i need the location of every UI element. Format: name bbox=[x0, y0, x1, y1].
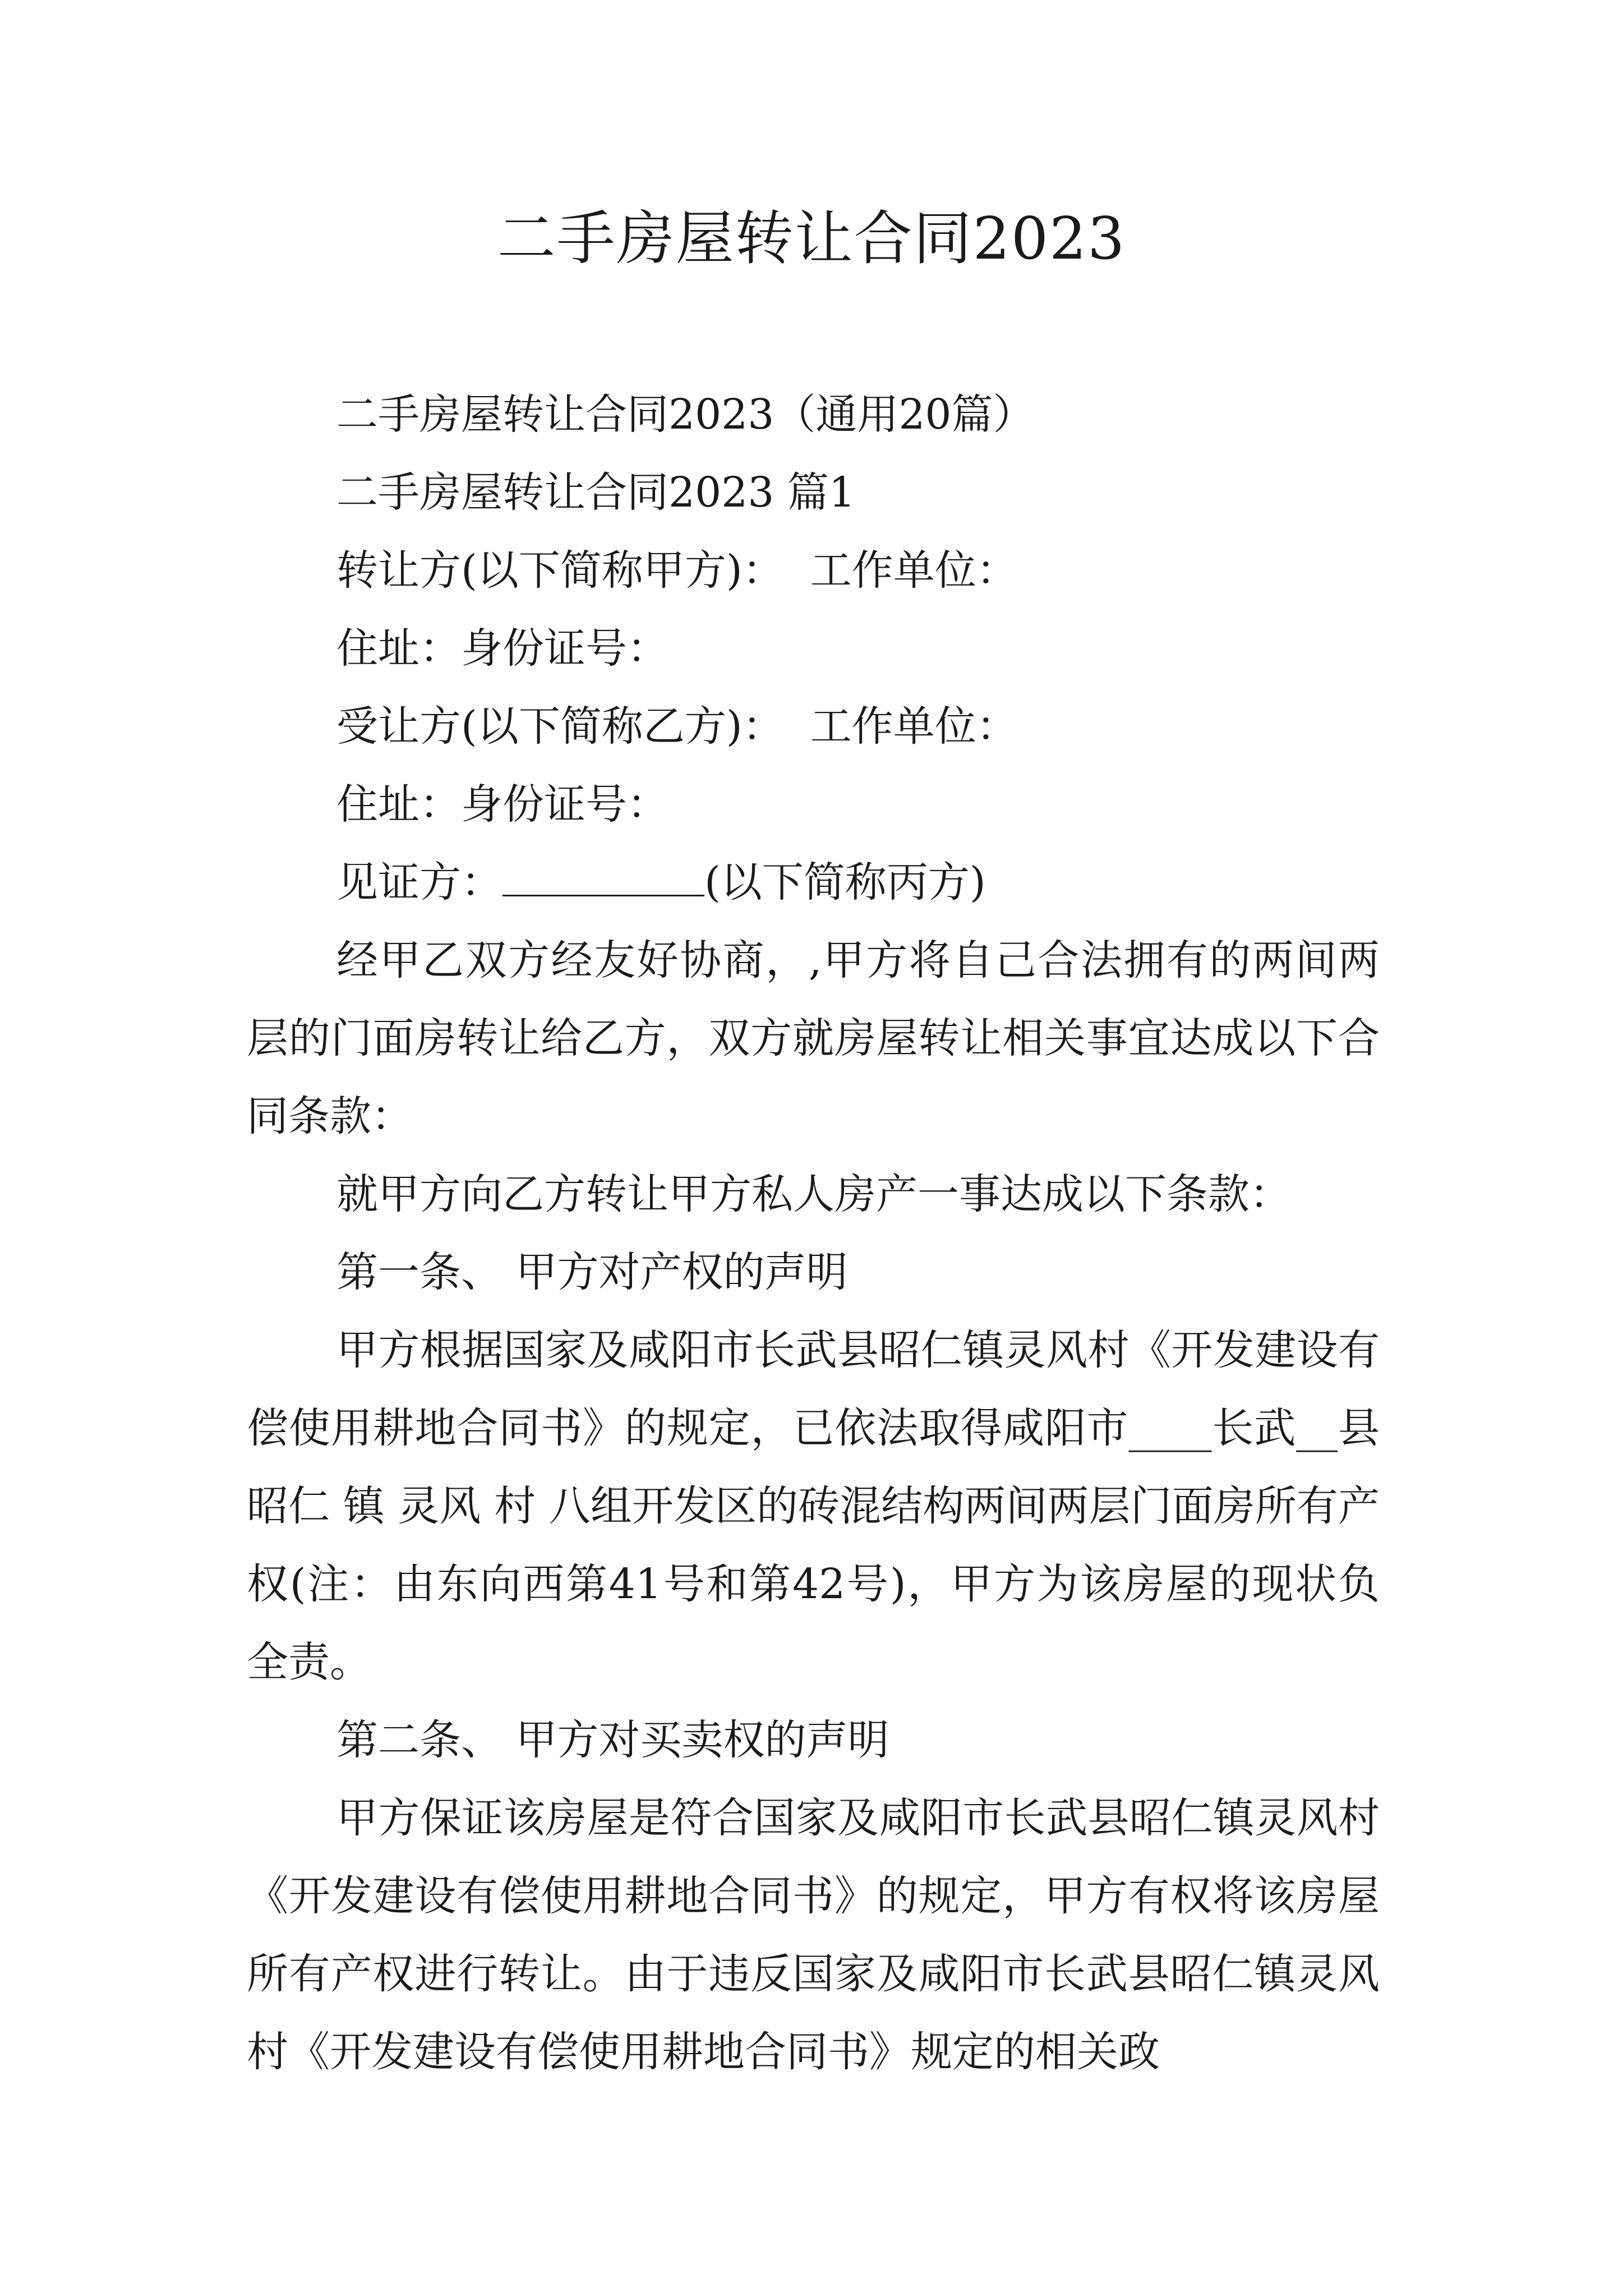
witness-label: 见证方： bbox=[336, 858, 502, 907]
witness-suffix: (以下简称丙方) bbox=[704, 858, 986, 907]
witness-blank-line bbox=[502, 861, 704, 896]
paragraph-transferee-address: 住址：身份证号： bbox=[336, 780, 668, 829]
article-2-heading: 第二条、 甲方对买卖权的声明 bbox=[336, 1716, 889, 1764]
document-title: 二手房屋转让合同2023 bbox=[497, 204, 1126, 273]
paragraph-transferor-address: 住址：身份证号： bbox=[336, 624, 668, 673]
article-2-body: 甲方保证该房屋是符合国家及咸阳市长武县昭仁镇灵风村《开发建设有偿使用耕地合同书》的规定，甲方有权将该房屋所有产权进行转让。由于违反国家及咸阳市长武县昭仁镇灵风村《开发建设有偿使用耕地合同书》规定的相关政 bbox=[247, 1794, 1380, 2076]
paragraph-witness bbox=[247, 844, 1380, 922]
paragraph-terms-intro: 就甲方向乙方转让甲方私人房产一事达成以下条款： bbox=[336, 1170, 1291, 1218]
document-body bbox=[247, 376, 1380, 2091]
paragraph-subtitle: 二手房屋转让合同2023（通用20篇） bbox=[336, 390, 1035, 439]
paragraph-transferee: 受让方(以下简称乙方)： 工作单位： bbox=[336, 702, 1018, 751]
paragraph-agreement-intro: 经甲乙双方经友好协商，,甲方将自己合法拥有的两间两层的门面房转让给乙方，双方就房屋转让相关事宜达成以下合同条款： bbox=[247, 936, 1380, 1140]
paragraph-transferor: 转让方(以下简称甲方)： 工作单位： bbox=[336, 546, 1018, 595]
paragraph-section-heading: 二手房屋转让合同2023 篇1 bbox=[336, 468, 855, 517]
article-1-body: 甲方根据国家及咸阳市长武县昭仁镇灵风村《开发建设有偿使用耕地合同书》的规定，已依法取得咸阳市____长武__县 昭仁 镇 灵风 村 八组开发区的砖混结构两间两层门面房所有产权(注：由东向西第41号和第42号)，甲方为该房屋的现状负全责。 bbox=[247, 1326, 1380, 1686]
article-1-heading: 第一条、 甲方对产权的声明 bbox=[336, 1248, 848, 1296]
